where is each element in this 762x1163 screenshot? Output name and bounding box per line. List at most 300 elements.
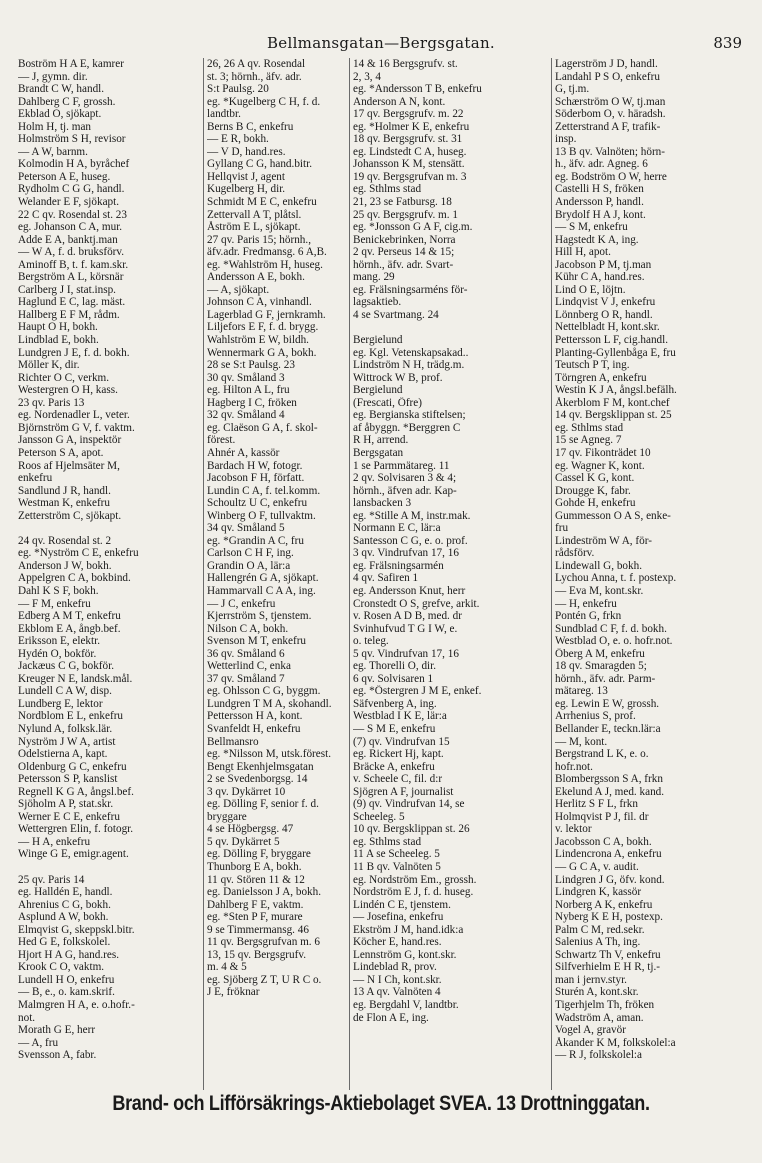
directory-entry: 27 qv. Paris 15; hörnh., — [207, 233, 311, 246]
directory-entry: Morath G E, herr — [18, 1024, 96, 1037]
directory-entry: Åkerblom F M, kont.chef — [555, 396, 670, 409]
directory-entry: Richter O C, verkm. — [18, 371, 110, 384]
directory-entry: eg. *Andersson T B, enkefru — [353, 83, 482, 96]
directory-entry: Liljefors E F, f. d. brygg. — [207, 321, 319, 334]
directory-entry: Jackæus C G, bokför. — [18, 660, 115, 673]
directory-entry: Säfvenberg A, ing. — [353, 697, 437, 710]
directory-entry: Nylund A, folksk.lär. — [18, 722, 113, 735]
directory-entry: Arrhenius S, prof. — [555, 710, 636, 723]
directory-entry: Brydolf H A J, kont. — [555, 208, 646, 221]
directory-entry: hörnh., äfven adr. Kap- — [353, 484, 457, 497]
directory-entry: Regnell K G A, ångsl.bef. — [18, 785, 134, 798]
directory-entry: 11 A se Scheeleg. 5 — [353, 848, 440, 861]
directory-entry: Lindewall G, bokh. — [555, 559, 642, 572]
directory-entry: eg. Sthlms stad — [555, 421, 624, 434]
directory-entry: Lundell H O, enkefru — [18, 973, 115, 986]
directory-entry: (9) qv. Vindrufvan 14, se — [353, 798, 465, 811]
directory-entry: Nordström E J, f. d. huseg. — [353, 886, 474, 899]
directory-entry: Ekblad O, sjökapt. — [18, 108, 102, 121]
directory-entry: Hallberg E F M, rådm. — [18, 308, 120, 321]
directory-entry: Nyberg K E H, postexp. — [555, 911, 663, 924]
directory-entry: Tigerhjelm Th, fröken — [555, 999, 655, 1012]
column-3 — [349, 58, 551, 1090]
directory-entry: 23 qv. Paris 13 — [18, 396, 85, 409]
directory-entry: 25 qv. Paris 14 — [18, 873, 85, 886]
footer-advertisement: Brand- och Lifförsäkrings-Aktiebolaget SVEA. 13 Drottninggatan. — [112, 1092, 650, 1115]
directory-entry: Bengt Ekenhjelmsgatan — [207, 760, 314, 773]
directory-entry: bryggare — [207, 810, 247, 823]
directory-entry: Gyllang C G, hand.bitr. — [207, 158, 313, 171]
directory-entry: 17 qv. Bergsgrufv. m. 22 — [353, 108, 464, 121]
directory-entry — [18, 861, 200, 874]
directory-entry: man i jernv.styr. — [555, 973, 627, 986]
directory-entry: — A, sjökapt. — [207, 283, 270, 296]
directory-entry: J E, fröknar — [207, 986, 260, 999]
directory-entry: förest. — [207, 434, 236, 447]
directory-entry: af åbyggn. *Berggren C — [353, 421, 461, 434]
directory-entry: hörnh., äfv. adr. Svart- — [353, 258, 454, 271]
directory-entry: landtbr. — [207, 108, 241, 121]
directory-entry: insp. — [555, 133, 577, 146]
directory-entry: Krook C O, vaktm. — [18, 961, 105, 974]
directory-entry: Vogel A, gravör — [555, 1024, 626, 1037]
directory-entry: Kugelberg H, dir. — [207, 183, 286, 196]
directory-entry: eg. Bodström O W, herre — [555, 170, 667, 183]
directory-entry: eg. Frälsningsarmén — [353, 559, 444, 572]
directory-entry: Nilson C A, bokh. — [207, 622, 289, 635]
directory-entry: Lagerström J D, handl. — [555, 58, 658, 70]
directory-entry: Roos af Hjelmsäter M, — [18, 459, 120, 472]
directory-entry: R H, arrend. — [353, 434, 409, 447]
directory-entry: eg. Dölling F, bryggare — [207, 848, 311, 861]
directory-entry: — R J, folkskolel:a — [555, 1049, 643, 1062]
directory-entry: Blombergsson S A, frkn — [555, 773, 663, 786]
directory-entry: Hill H, apot. — [555, 246, 611, 259]
directory-entry: eg. Nordenadler L, veter. — [18, 409, 130, 422]
directory-entry: 13 B qv. Valnöten; hörn- — [555, 145, 665, 158]
directory-entry: Normann E C, lär:a — [353, 522, 441, 535]
directory-entry: eg. *Holmer K E, enkefru — [353, 120, 470, 133]
directory-entry: Gummesson O A S, enke- — [555, 509, 671, 522]
directory-entry: 25 qv. Bergsgrufv. m. 1 — [353, 208, 458, 221]
directory-entry: 11 qv. Stören 11 & 12 — [207, 873, 305, 886]
directory-entry: m. 4 & 5 — [207, 961, 247, 974]
directory-entry: eg. Lindstedt C A, huseg. — [353, 145, 467, 158]
directory-entry: Nordblom E L, enkefru — [18, 710, 124, 723]
directory-entry: Lindström N H, trädg.m. — [353, 359, 465, 372]
directory-entry: Hallengrén G A, sjökapt. — [207, 572, 319, 585]
directory-entry: mang. 29 — [353, 271, 395, 284]
directory-entry: Palm C M, red.sekr. — [555, 923, 645, 936]
directory-entry: eg. Frälsningsarméns för- — [353, 283, 468, 296]
directory-entry: Lindencrona A, enkefru — [555, 848, 662, 861]
directory-entry: eg. Halldén E, handl. — [18, 886, 113, 899]
directory-entry: eg. *Grandin A C, fru — [207, 534, 304, 547]
directory-entry: Lönnberg O R, handl. — [555, 308, 653, 321]
directory-entry: Westin K J A, ångsl.befälh. — [555, 384, 677, 397]
directory-entry: Edberg A M T, enkefru — [18, 610, 121, 623]
directory-entry: — V D, hand.res. — [207, 145, 286, 158]
directory-entry: Herlitz S F L, frkn — [555, 798, 638, 811]
directory-entry: Pontén G, frkn — [555, 610, 622, 623]
directory-entry: 24 qv. Rosendal st. 2 — [18, 534, 112, 547]
directory-entry: Lundberg E, lektor — [18, 697, 103, 710]
directory-entry: 2 qv. Solvisaren 3 & 4; — [353, 472, 457, 485]
directory-entry: eg. *Stille A M, instr.mak. — [353, 509, 471, 522]
directory-entry: Salenius A Th, ing. — [555, 936, 641, 949]
directory-entry: eg. *Wahlström H, huseg. — [207, 258, 323, 271]
directory-entry: Wetterlind C, enka — [207, 660, 291, 673]
directory-entry: Welander E F, sjökapt. — [18, 196, 120, 209]
directory-entry: — M, kont. — [555, 735, 608, 748]
directory-entry: Bergielund — [353, 334, 403, 347]
directory-entry: Bergsgatan — [353, 446, 404, 459]
directory-entry: — B, e., o. kam.skrif. — [18, 986, 115, 999]
directory-entry: eg. Bergdahl V, landtbr. — [353, 999, 459, 1012]
directory-entry: — S M E, enkefru — [353, 722, 436, 735]
directory-entry: Norberg A K, enkefru — [555, 898, 653, 911]
directory-entry: — A W, barnm. — [18, 145, 88, 158]
column-1 — [18, 58, 203, 1090]
directory-entry: Santesson C G, e. o. prof. — [353, 534, 468, 547]
directory-entry: — H, enkefru — [555, 597, 617, 610]
directory-entry: Pettersson L F, cig.handl. — [555, 334, 669, 347]
column-4 — [551, 58, 754, 1090]
directory-entry: Bellander E, teckn.lär:a — [555, 722, 661, 735]
directory-entry: Asplund A W, bokh. — [18, 911, 109, 924]
directory-entry: Ahnér A, kassör — [207, 446, 280, 459]
directory-entry: Johnson C A, vinhandl. — [207, 296, 312, 309]
directory-entry: Westblad O, e. o. hofr.not. — [555, 635, 673, 648]
directory-entry: Lundin C A, f. tel.komm. — [207, 484, 321, 497]
directory-entry: eg. *Östergren J M E, enkef. — [353, 685, 482, 698]
directory-entry: Peterson S A, apot. — [18, 446, 104, 459]
directory-entry: v. Rosen A D B, med. dr — [353, 610, 462, 623]
directory-entry: not. — [18, 1011, 36, 1024]
directory-entry: 18 qv. Bergsgrufv. st. 31 — [353, 133, 463, 146]
directory-entry: Werner E C E, enkefru — [18, 810, 120, 823]
directory-entry: Kjerrström S, tjenstem. — [207, 610, 312, 623]
directory-entry: Silfverhielm E H R, tj.- — [555, 961, 661, 974]
directory-entry: 32 qv. Småland 4 — [207, 409, 285, 422]
directory-entry: Wennermark G A, bokh. — [207, 346, 317, 359]
directory-entry: Eriksson E, elektr. — [18, 635, 101, 648]
directory-entry: Andersson A E, bokh. — [207, 271, 305, 284]
directory-entry: 11 B qv. Valnöten 5 — [353, 861, 441, 873]
directory-entry: Zetterström C, sjökapt. — [18, 509, 122, 522]
directory-entry: Hagberg I C, fröken — [207, 396, 297, 409]
directory-entry: 3 qv. Dykärret 10 — [207, 785, 286, 798]
directory-entry: Lindqvist V J, enkefru — [555, 296, 656, 309]
directory-entry: Benickebrinken, Norra — [353, 233, 456, 246]
directory-entry: Jacobson P M, tj.man — [555, 258, 652, 271]
directory-entry: 5 qv. Vindrufvan 17, 16 — [353, 647, 459, 660]
directory-entry: eg. Kgl. Vetenskapsakad.. — [353, 346, 469, 359]
directory-entry: Schwartz Th V, enkefru — [555, 948, 661, 961]
directory-entry: Lindén C E, tjenstem. — [353, 898, 451, 911]
directory-entry: Lychou Anna, t. f. postexp. — [555, 572, 677, 585]
directory-entry: enkefru — [18, 472, 53, 485]
directory-entry: Thunborg E A, bokh. — [207, 861, 302, 873]
directory-entry: Svensson A, fabr. — [18, 1049, 97, 1062]
directory-entry: Teutsch P T, ing. — [555, 359, 630, 372]
directory-entry — [18, 522, 200, 535]
directory-entry: Söderbom O, v. häradsh. — [555, 108, 666, 121]
directory-entry: — J, gymn. dir. — [18, 70, 88, 83]
directory-entry: — Eva M, kont.skr. — [555, 584, 644, 597]
directory-entry: Landahl P S O, enkefru — [555, 70, 660, 83]
directory-entry: Haglund E C, lag. mäst. — [18, 296, 126, 309]
directory-entry: Wadström A, aman. — [555, 1011, 644, 1024]
directory-entry: Wettergren Elin, f. fotogr. — [18, 823, 134, 836]
directory-entry: Rydholm C G G, handl. — [18, 183, 125, 196]
directory-entry: 2 se Svedenborgsg. 14 — [207, 773, 308, 786]
directory-entry: 18 qv. Smaragden 5; — [555, 660, 647, 673]
directory-entry — [353, 321, 548, 334]
directory-entry: eg. *Nyström C E, enkefru — [18, 547, 139, 560]
directory-entry: Dahl K S F, bokh. — [18, 584, 99, 597]
directory-entry: G, tj.m. — [555, 83, 590, 96]
directory-entry: Holm H, tj. man — [18, 120, 92, 133]
directory-entry: 13, 15 qv. Bergsgrufv. — [207, 948, 307, 961]
directory-entry: — E R, bokh. — [207, 133, 269, 146]
directory-entry: eg. Sthlms stad — [353, 183, 422, 196]
directory-entry: eg. *Jonsson G A F, cig.m. — [353, 221, 473, 234]
directory-entry: Möller K, dir. — [18, 359, 80, 372]
directory-entry: 6 qv. Solvisaren 1 — [353, 672, 434, 685]
directory-entry: Svinhufvud T G I W, e. — [353, 622, 458, 635]
directory-entry: Nettelbladt H, kont.skr. — [555, 321, 660, 334]
directory-entry: Wahlström E W, bildh. — [207, 334, 309, 347]
directory-entry: Dahlberg C F, grossh. — [18, 95, 116, 108]
directory-entry: Sjöholm A P, stat.skr. — [18, 798, 114, 811]
directory-entry: Johansson K M, stensätt. — [353, 158, 465, 171]
directory-entry: Drougge K, fabr. — [555, 484, 631, 497]
directory-entry: — H A, enkefru — [18, 835, 91, 848]
directory-entry: st. 3; hörnh., äfv. adr. — [207, 70, 302, 83]
directory-entry: 36 qv. Småland 6 — [207, 647, 285, 660]
directory-entry: Törngren A, enkefru — [555, 371, 647, 384]
directory-entry: eg. Thorelli O, dir. — [353, 660, 437, 673]
directory-entry: eg. Dölling F, senior f. d. — [207, 798, 319, 811]
directory-entry: Wittrock W B, prof. — [353, 371, 443, 384]
directory-entry: Anderson J W, bokh. — [18, 559, 112, 572]
directory-entry: Holmqvist P J, fil. dr — [555, 810, 649, 823]
directory-entry: eg. Johanson C A, mur. — [18, 221, 123, 234]
directory-entry: 4 se Svartmang. 24 — [353, 308, 439, 321]
directory-entry: — F M, enkefru — [18, 597, 91, 610]
directory-entry: Elmqvist G, skeppskl.bitr. — [18, 923, 135, 936]
directory-entry: 10 qv. Bergsklippan st. 26 — [353, 823, 470, 836]
directory-entry: — A, fru — [18, 1036, 59, 1049]
directory-entry: hofr.not. — [555, 760, 593, 773]
directory-entry: Bardach H W, fotogr. — [207, 459, 303, 472]
directory-entry: Bergielund — [353, 384, 403, 397]
directory-entry: Bergström A L, körsnär — [18, 271, 124, 284]
directory-entry: Lind O E, löjtn. — [555, 283, 626, 296]
directory-entry: eg. Bergianska stiftelsen; — [353, 409, 466, 422]
directory-entry: 3 qv. Vindrufvan 17, 16 — [353, 547, 459, 560]
directory-entry: Ekelund A J, med. kand. — [555, 785, 665, 798]
directory-entry: Aminoff B, t. f. kam.skr. — [18, 258, 129, 271]
directory-entry: Ekström J M, hand.idk:a — [353, 923, 464, 936]
directory-entry: — S M, enkefru — [555, 221, 628, 234]
directory-entry: Westergren O H, kass. — [18, 384, 118, 397]
directory-entry: Bräcke A, enkefru — [353, 760, 435, 773]
directory-entry: Lundgren J E, f. d. bokh. — [18, 346, 130, 359]
directory-entry: Sundblad C F, f. d. bokh. — [555, 622, 667, 635]
directory-columns — [18, 58, 744, 1090]
directory-entry: Cronstedt O S, grefve, arkit. — [353, 597, 480, 610]
directory-entry: Ekblom E A, ångb.bef. — [18, 622, 121, 635]
directory-entry: Zettervall A T, plåtsl. — [207, 208, 302, 221]
directory-entry: Hagstedt K A, ing. — [555, 233, 639, 246]
directory-entry: 19 qv. Bergsgrufvan m. 3 — [353, 170, 467, 183]
directory-entry: Odelstierna A, kapt. — [18, 748, 108, 761]
directory-entry: Bellmansro — [207, 735, 259, 748]
directory-entry: Zetterstrand A F, trafik- — [555, 120, 661, 133]
directory-entry: (Frescati, Öfre) — [353, 396, 422, 409]
directory-entry: rådsförv. — [555, 547, 595, 560]
directory-entry: fru — [555, 522, 569, 535]
directory-entry: Lindeström W A, för- — [555, 534, 652, 547]
directory-entry: Westman K, enkefru — [18, 497, 110, 510]
directory-entry: Hammarvall C A A, ing. — [207, 584, 316, 597]
directory-entry: Lindeblad R, prov. — [353, 961, 437, 974]
directory-entry: 13 A qv. Valnöten 4 — [353, 986, 441, 999]
directory-entry: Westblad I K E, lär:a — [353, 710, 447, 723]
directory-entry: eg. *Kugelberg C H, f. d. — [207, 95, 321, 108]
directory-entry: 15 se Agneg. 7 — [555, 434, 622, 447]
directory-entry: Lundell C A W, disp. — [18, 685, 112, 698]
directory-entry: Carlberg J I, stat.insp. — [18, 283, 116, 296]
directory-entry: 4 se Högbergsg. 47 — [207, 823, 294, 836]
directory-entry: eg. Rickert Hj, kapt. — [353, 748, 444, 761]
directory-entry: lagsaktieb. — [353, 296, 402, 309]
directory-entry: eg. Wagner K, kont. — [555, 459, 645, 472]
directory-entry: 28 se S:t Paulsg. 23 — [207, 359, 295, 372]
directory-entry: Dahlberg F E, vaktm. — [207, 898, 304, 911]
directory-entry: Scheeleg. 5 — [353, 810, 405, 823]
directory-entry: Lindgren K, kassör — [555, 886, 642, 899]
directory-entry: Planting-Gyllenbåga E, fru — [555, 346, 676, 359]
directory-entry: Anderson A N, kont. — [353, 95, 446, 108]
directory-entry: Åkander K M, folkskolel:a — [555, 1036, 676, 1049]
directory-entry: Oldenburg G C, enkefru — [18, 760, 127, 773]
directory-entry: 26, 26 A qv. Rosendal — [207, 58, 306, 70]
directory-entry: Haupt O H, bokh. — [18, 321, 98, 334]
directory-entry: Schoultz U C, enkefru — [207, 497, 308, 510]
directory-entry: Nyström J W A, artist — [18, 735, 116, 748]
directory-entry: eg. Claëson G A, f. skol- — [207, 421, 318, 434]
directory-entry: 4 qv. Safiren 1 — [353, 572, 419, 585]
directory-entry: Cassel K G, kont. — [555, 472, 635, 485]
directory-entry: Lindblad E, bokh. — [18, 334, 99, 347]
directory-entry: eg. Hilton A L, fru — [207, 384, 290, 397]
directory-entry: Adde E A, banktj.man — [18, 233, 118, 246]
directory-entry: Hellqvist J, agent — [207, 170, 285, 183]
directory-entry: 11 qv. Bergsgrufvan m. 6 — [207, 936, 320, 949]
directory-entry: Grandin O A, lär:a — [207, 559, 291, 572]
directory-entry: Jacobsson C A, bokh. — [555, 835, 652, 848]
directory-entry: 2, 3, 4 — [353, 70, 381, 83]
page-title: Bellmansgatan—Bergsgatan. — [266, 34, 495, 52]
directory-entry: Kühr C A, hand.res. — [555, 271, 645, 284]
directory-entry: Malmgren H A, e. o.hofr.- — [18, 999, 135, 1012]
directory-entry: 34 qv. Småland 5 — [207, 522, 285, 535]
directory-entry: Peterson A E, huseg. — [18, 170, 111, 183]
directory-entry: eg. Lewin E W, grossh. — [555, 697, 660, 710]
directory-entry: — N I Ch, kont.skr. — [353, 973, 442, 986]
directory-entry: Gohde H, enkefru — [555, 497, 636, 510]
directory-entry: Sturén A, kont.skr. — [555, 986, 639, 999]
directory-entry: 1 se Parmmätareg. 11 — [353, 459, 450, 472]
directory-entry: — Josefina, enkefru — [353, 911, 444, 924]
directory-entry: eg. Andersson Knut, herr — [353, 584, 466, 597]
directory-entry: 21, 23 se Fatbursg. 18 — [353, 196, 452, 209]
directory-entry: v. Scheele C, fil. d:r — [353, 773, 443, 786]
directory-entry: eg. Sjöberg Z T, U R C o. — [207, 973, 322, 986]
directory-entry: hörnh., äfv. adr. Parm- — [555, 672, 656, 685]
column-2 — [203, 58, 349, 1090]
directory-entry: 22 C qv. Rosendal st. 23 — [18, 208, 127, 221]
directory-entry: o. teleg. — [353, 635, 389, 648]
directory-entry: Svenson M T, enkefru — [207, 635, 307, 648]
directory-entry: Carlson C H F, ing. — [207, 547, 294, 560]
directory-entry: Schærström O W, tj.man — [555, 95, 666, 108]
directory-entry: — G C A, v. audit. — [555, 861, 639, 873]
page-header — [18, 34, 744, 56]
directory-entry: Ahrenius C G, bokh. — [18, 898, 111, 911]
directory-entry: de Flon A E, ing. — [353, 1011, 429, 1024]
directory-entry: Jacobson F H, författ. — [207, 472, 305, 485]
directory-entry: Castelli H S, fröken — [555, 183, 644, 196]
directory-entry: Brandt C W, handl. — [18, 83, 105, 96]
directory-entry: Petersson S P, kanslist — [18, 773, 118, 786]
directory-entry: h., äfv. adr. Agneg. 6 — [555, 158, 648, 171]
directory-entry: Lennström G, kont.skr. — [353, 948, 457, 961]
directory-entry: Köcher E, hand.res. — [353, 936, 442, 949]
directory-entry: Sandlund J R, handl. — [18, 484, 111, 497]
directory-entry: Hed G E, folkskolel. — [18, 936, 111, 949]
directory-entry: Boström H A E, kamrer — [18, 58, 124, 70]
directory-entry: Lagerblad G F, jernkramh. — [207, 308, 326, 321]
directory-entry: 37 qv. Småland 7 — [207, 672, 285, 685]
directory-entry: 5 qv. Dykärret 5 — [207, 835, 280, 848]
directory-entry: Andersson P, handl. — [555, 196, 644, 209]
directory-entry: v. lektor — [555, 823, 592, 836]
directory-entry: eg. *Sten P F, murare — [207, 911, 303, 924]
directory-entry: Kreuger N E, landsk.mål. — [18, 672, 133, 685]
directory-entry: äfv.adr. Fredmansg. 6 A,B. — [207, 246, 327, 259]
directory-entry: Lindgren J G, öfv. kond. — [555, 873, 665, 886]
directory-entry: Kolmodin H A, byråchef — [18, 158, 130, 171]
directory-entry: — J C, enkefru — [207, 597, 276, 610]
directory-entry: 30 qv. Småland 3 — [207, 371, 285, 384]
directory-entry: eg. Nordström Em., grossh. — [353, 873, 477, 886]
directory-entry: Appelgren C A, bokbind. — [18, 572, 131, 585]
directory-entry: lansbacken 3 — [353, 497, 412, 510]
directory-entry: Hydén O, bokför. — [18, 647, 97, 660]
directory-entry: eg. Ohlsson C G, byggm. — [207, 685, 321, 698]
directory-entry: Berns B C, enkefru — [207, 120, 294, 133]
directory-entry: Holmström S H, revisor — [18, 133, 126, 146]
directory-entry: eg. *Nilsson M, utsk.förest. — [207, 748, 331, 761]
directory-entry: 2 qv. Perseus 14 & 15; — [353, 246, 455, 259]
directory-entry: Svanfeldt H, enkefru — [207, 722, 301, 735]
directory-entry: Winge G E, emigr.agent. — [18, 848, 129, 861]
directory-entry: Björnström G V, f. vaktm. — [18, 421, 135, 434]
